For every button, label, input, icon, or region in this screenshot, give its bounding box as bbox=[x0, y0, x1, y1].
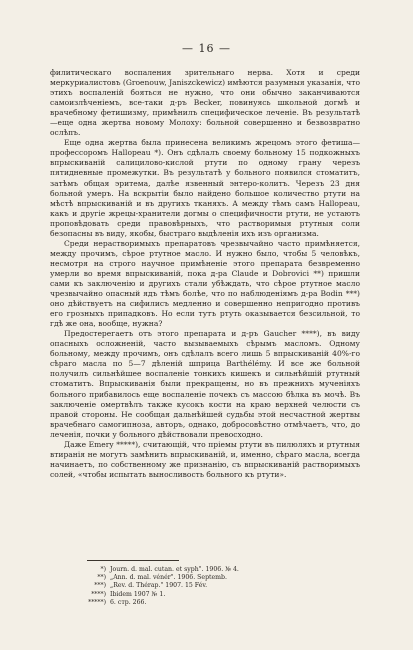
footnotes bbox=[86, 566, 346, 607]
paragraph-4: Предостерегаетъ отъ этого препарата и д-ръ Gaucher ****), въ виду опасныхъ осложненій, часто вызываемыхъ сѣрымъ масломъ. Одному больному, между прочимъ, онъ сдѣлалъ всего лишь 5 впрыскиваній 40%-го сѣраго масла по 5—7 дѣленій шприца Barthélémy. И все же больной получилъ сильнѣйшее воспаленіе тонкихъ кишекъ и сильнѣйшій ртутный стоматитъ. Впрыскиванія были прекращены, но въ прежнихъ мученіяхъ больного прибавилось еще воспаленіе почекъ съ массою бѣлка въ мочѣ. Въ заключеніе омертвѣлъ также кусокъ кости на краю верхней челюсти съ правой стороны. Не сообщая дальнѣйшей судьбы этой несчастной жертвы врачебнаго самогипноза, авторъ, однако, добросовѣстно отмѣчаетъ, что, до леченія, почки у больного дѣйствовали превосходно. bbox=[50, 329, 360, 439]
footnote-marker: ****) bbox=[91, 590, 106, 598]
footnote-marker: *****) bbox=[88, 598, 106, 606]
footnote-divider bbox=[87, 560, 179, 561]
footnote-4 bbox=[86, 591, 346, 599]
paragraph-3: Среди нерастворимыхъ препаратовъ чрезвычайно часто примѣняется, между прочимъ, сѣрое ртутное масло. И нужно было, чтобы 5 человѣкъ, несмотря на строго научное примѣненіе этого препарата безвременно умерли во время впрыскиваній, пока д-ра Claude и Dobrovici **) пришли сами къ заключенію и другихъ стали убѣждать, что сѣрое ртутное масло чрезвычайно опасный ядъ тѣмъ болѣе, что по наблюденіямъ д-ра Bodin ***) оно дѣйствуетъ на сифилисъ медленно и совершенно непригодно противъ его грозныхъ припадковъ. Но если тутъ ртуть оказывается безсильной, то гдѣ же она, вообще, нужна? bbox=[50, 238, 360, 329]
footnote-text: „Ann. d. mal. vénér". 1906. Septemb. bbox=[110, 574, 227, 582]
footnote-marker: ***) bbox=[94, 582, 106, 590]
footnote-5 bbox=[86, 599, 346, 607]
footnote-1 bbox=[86, 566, 346, 574]
paragraph-1: филитическаго воспаления зрительнаго нерва. Хотя и среди меркуриалистовъ (Groenouw, Janiszckewicz) имѣются разумныя указанія, что этихъ воспаленій бояться не нужно, что они обычно заканчиваются самоизлѣченіемъ, все-таки д-ръ Becker, повинуясь школьной догмѣ и врачебному фетишизму, примѣнилъ специфическое леченіе. Въ результатѣ—еще одна жертва новому Молоху: больной совершенно и безвозвратно ослѣпъ. bbox=[50, 68, 360, 138]
footnote-text: Ibidem 1907 № 1. bbox=[110, 590, 166, 598]
paragraph-5: Даже Emery *****), считающій, что пріемы ртути въ пилюляхъ и ртутныя втиранія не могутъ замѣнить впрыскиваній, и, именно, сѣраго масла, всегда начинаетъ, по собственному же признанію, съ впрыскиваній растворимыхъ солей, «чтобы испытать выносливость больного къ ртути». bbox=[50, 439, 360, 479]
footnote-text: „Rev. d. Thérap." 1907. 15 Fév. bbox=[110, 582, 208, 590]
footnote-3 bbox=[86, 582, 346, 590]
footnote-marker: **) bbox=[97, 574, 106, 582]
footnote-2 bbox=[86, 574, 346, 582]
page-number: — 16 — bbox=[182, 42, 231, 55]
body-text bbox=[50, 68, 360, 480]
footnote-text: 6. стр. 266. bbox=[110, 598, 147, 606]
footnote-marker: *) bbox=[100, 566, 106, 573]
paragraph-2: Еще одна жертва была принесена великимъ жрецомъ этого фетиша—профессоромъ Hallopeau *). Онъ сдѣлалъ своему больному 15 подкожныхъ впрыскиваній салицилово-кислой ртути по одному грану черезъ пятидневные промежутки. Въ результатѣ у больного появился стоматитъ, затѣмъ общая эритема, далѣе язвенный энтеро-колитъ. Черезъ 23 дня больной умеръ. На вскрытіи было найдено большое количество ртути на мѣстѣ впрыскиваній и въ другихъ тканяхъ. А между тѣмъ самъ Hallopeau, какъ и другіе жрецы-хранители догмы о специфичности ртути, не устаютъ проповѣдовать среди правовѣрныхъ, что растворимыя ртутныя соли безопасны въ виду, якобы, быстраго выдѣленія ихъ изъ организма. bbox=[50, 138, 360, 238]
footnote-text: Journ. d. mal. cutan. et syph". 1906. № 4. bbox=[110, 566, 239, 573]
